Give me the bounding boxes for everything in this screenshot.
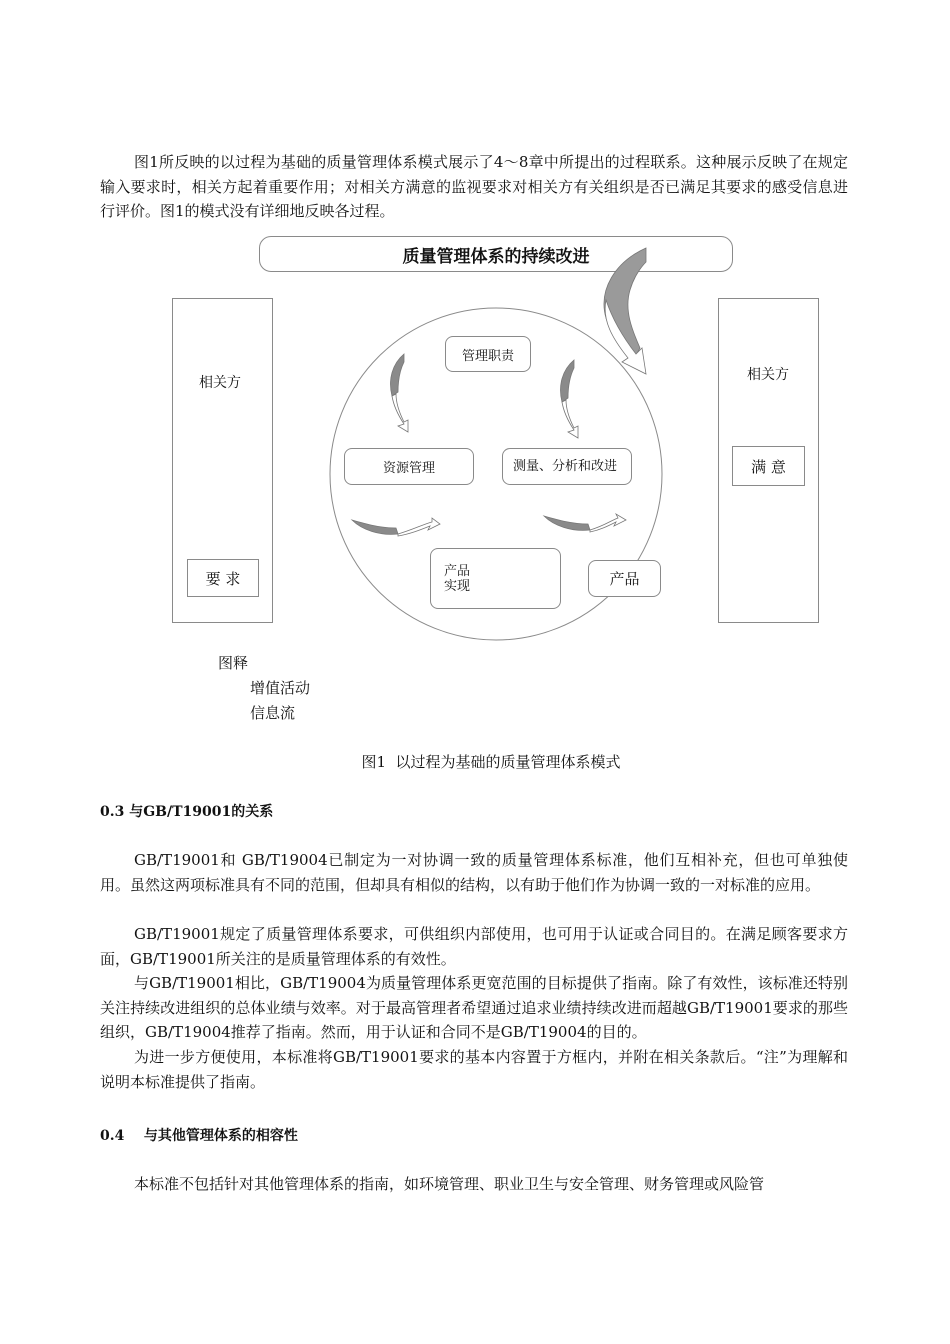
legend-information-flow: 信息流 (250, 704, 296, 722)
satisfaction-label: 满 意 (751, 457, 786, 476)
legend-value-activity: 增值活动 (250, 679, 311, 697)
section-0-4-heading: 0.4 与其他管理体系的相容性 (100, 1128, 298, 1144)
product-realization-line2: 实现 (444, 578, 471, 594)
product-realization-line1: 产品 (444, 563, 471, 579)
section-0-4-paragraph-1: 本标准不包括针对其他管理体系的指南，如环境管理、职业卫生与安全管理、财务管理或风险管 (134, 1175, 765, 1193)
left-interested-parties-label: 相关方 (199, 375, 241, 391)
requirements-box (187, 559, 259, 597)
management-responsibility-box (445, 336, 531, 372)
intro-paragraph: 图1所反映的以过程为基础的质量管理体系模式展示了4～8章中所提出的过程联系。这种展示反映了在规定输入要求时，相关方起着重要作用；对相关方满意的监视要求对相关方有关组织是否已满足其要求的感受信息进行评价。图1的模式没有详细地反映各过程。 (100, 153, 848, 220)
satisfaction-box (732, 446, 805, 486)
banner-title: 质量管理体系的持续改进 (402, 246, 590, 267)
legend-title: 图释 (218, 654, 249, 672)
figure-caption: 图1 以过程为基础的质量管理体系模式 (361, 753, 621, 771)
resource-management-box (344, 448, 474, 485)
right-interested-parties-label: 相关方 (747, 367, 789, 383)
management-responsibility-label: 管理职责 (461, 348, 514, 364)
product-box (588, 560, 661, 597)
measurement-analysis-label: 测量、分析和改进 (513, 459, 618, 474)
measurement-analysis-box (502, 448, 632, 485)
section-0-3-paragraph-2: GB/T19001规定了质量管理体系要求，可供组织内部使用，也可用于认证或合同目的。在满足顾客要求方面，GB/T19001所关注的是质量管理体系的有效性。 (100, 925, 848, 968)
section-0-3-paragraph-4: 为进一步方便使用，本标准将GB/T19001要求的基本内容置于方框内，并附在相关条款后。“注”为理解和说明本标准提供了指南。 (100, 1048, 848, 1091)
product-label: 产品 (609, 570, 640, 588)
product-realization-box (430, 548, 561, 609)
section-0-3-paragraph-1: GB/T19001和 GB/T19004已制定为一对协调一致的质量管理体系标准，他们互相补充，但也可单独使用。虽然这两项标准具有不同的范围，但却具有相似的结构，以有助于他们作为协调一致的一对标准的应用。 (100, 851, 848, 894)
requirements-label: 要 求 (205, 569, 241, 588)
resource-management-label: 资源管理 (382, 461, 435, 476)
section-0-3-heading: 0.3 与GB/T19001的关系 (100, 804, 274, 820)
section-0-3-paragraph-3: 与GB/T19001相比，GB/T19004为质量管理体系更宽范围的目标提供了指南。除了有效性，该标准还特别关注持续改进组织的总体业绩与效率。对于最高管理者希望通过追求业绩持续改进而超越GB/T19001要求的那些组织，GB/T19004推荐了指南。然而，用于认证和合同不是GB/T19004的目的。 (100, 974, 848, 1041)
